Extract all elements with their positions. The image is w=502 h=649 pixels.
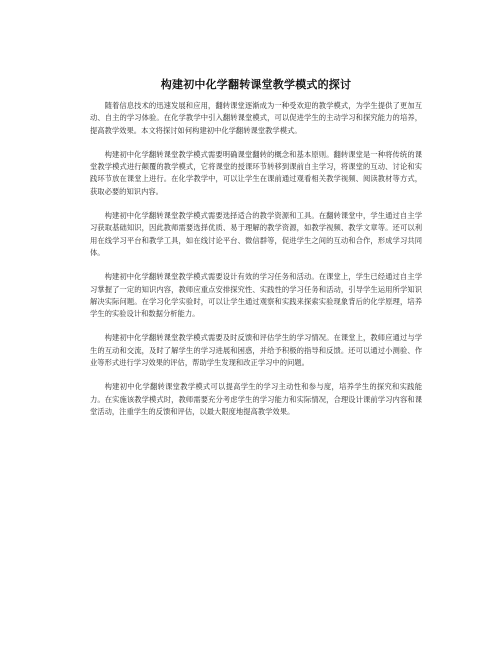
paragraph-feedback: 构建初中化学翻转课堂教学模式需要及时反馈和评估学生的学习情况。在课堂上，教师应通过与学生的互动和交流，及时了解学生的学习进展和困惑，并给予积极的指导和反馈。还可以通过小测验、作业等形式进行学习效果的评估，帮助学生发现和改正学习中的问题。 <box>90 333 422 368</box>
paragraph-resources: 构建初中化学翻转课堂教学模式需要选择适合的教学资源和工具。在翻转课堂中，学生通过自主学习获取基础知识，因此教师需要选择优质、易于理解的教学资源，如教学视频、教学文章等。还可以利用在线学习平台和教学工具，如在线讨论平台、微信群等，促进学生之间的互动和合作，形成学习共同体。 <box>90 211 422 257</box>
document-title: 构建初中化学翻转课堂教学模式的探讨 <box>160 78 352 91</box>
paragraph-intro: 随着信息技术的迅速发展和应用，翻转课堂逐渐成为一种受欢迎的教学模式，为学生提供了更加互动、自主的学习体验。在化学教学中引入翻转课堂模式，可以促进学生的主动学习和探究能力的培养，提高教学效果。本文将探讨如何构建初中化学翻转课堂教学模式。 <box>90 101 422 135</box>
paragraph-conclusion: 构建初中化学翻转课堂教学模式可以提高学生的学习主动性和参与度，培养学生的探究和实践能力。在实施该教学模式时，教师需要充分考虑学生的学习能力和实际情况，合理设计课前学习内容和课堂活动，注重学生的反馈和评估，以最大限度地提高教学效果。 <box>90 382 422 416</box>
document-body <box>90 78 422 430</box>
paragraph-concept: 构建初中化学翻转课堂教学模式需要明确课堂翻转的概念和基本原则。翻转课堂是一种将传统的课堂教学模式进行颠覆的教学模式，它将课堂的授课环节转移到课前自主学习，将课堂的互动、讨论和实践环节放在课堂上进行。在化学教学中，可以让学生在课前通过观看相关教学视频、阅读教材等方式，获取必要的知识内容。 <box>90 149 422 196</box>
paragraph-tasks: 构建初中化学翻转课堂教学模式需要设计有效的学习任务和活动。在课堂上，学生已经通过自主学习掌握了一定的知识内容，教师应重点安排探究性、实践性的学习任务和活动，引导学生运用所学知识解决实际问题。在学习化学实验时，可以让学生通过观察和实践来探索实验现象背后的化学原理，培养学生的实验设计和数据分析能力。 <box>90 272 422 319</box>
